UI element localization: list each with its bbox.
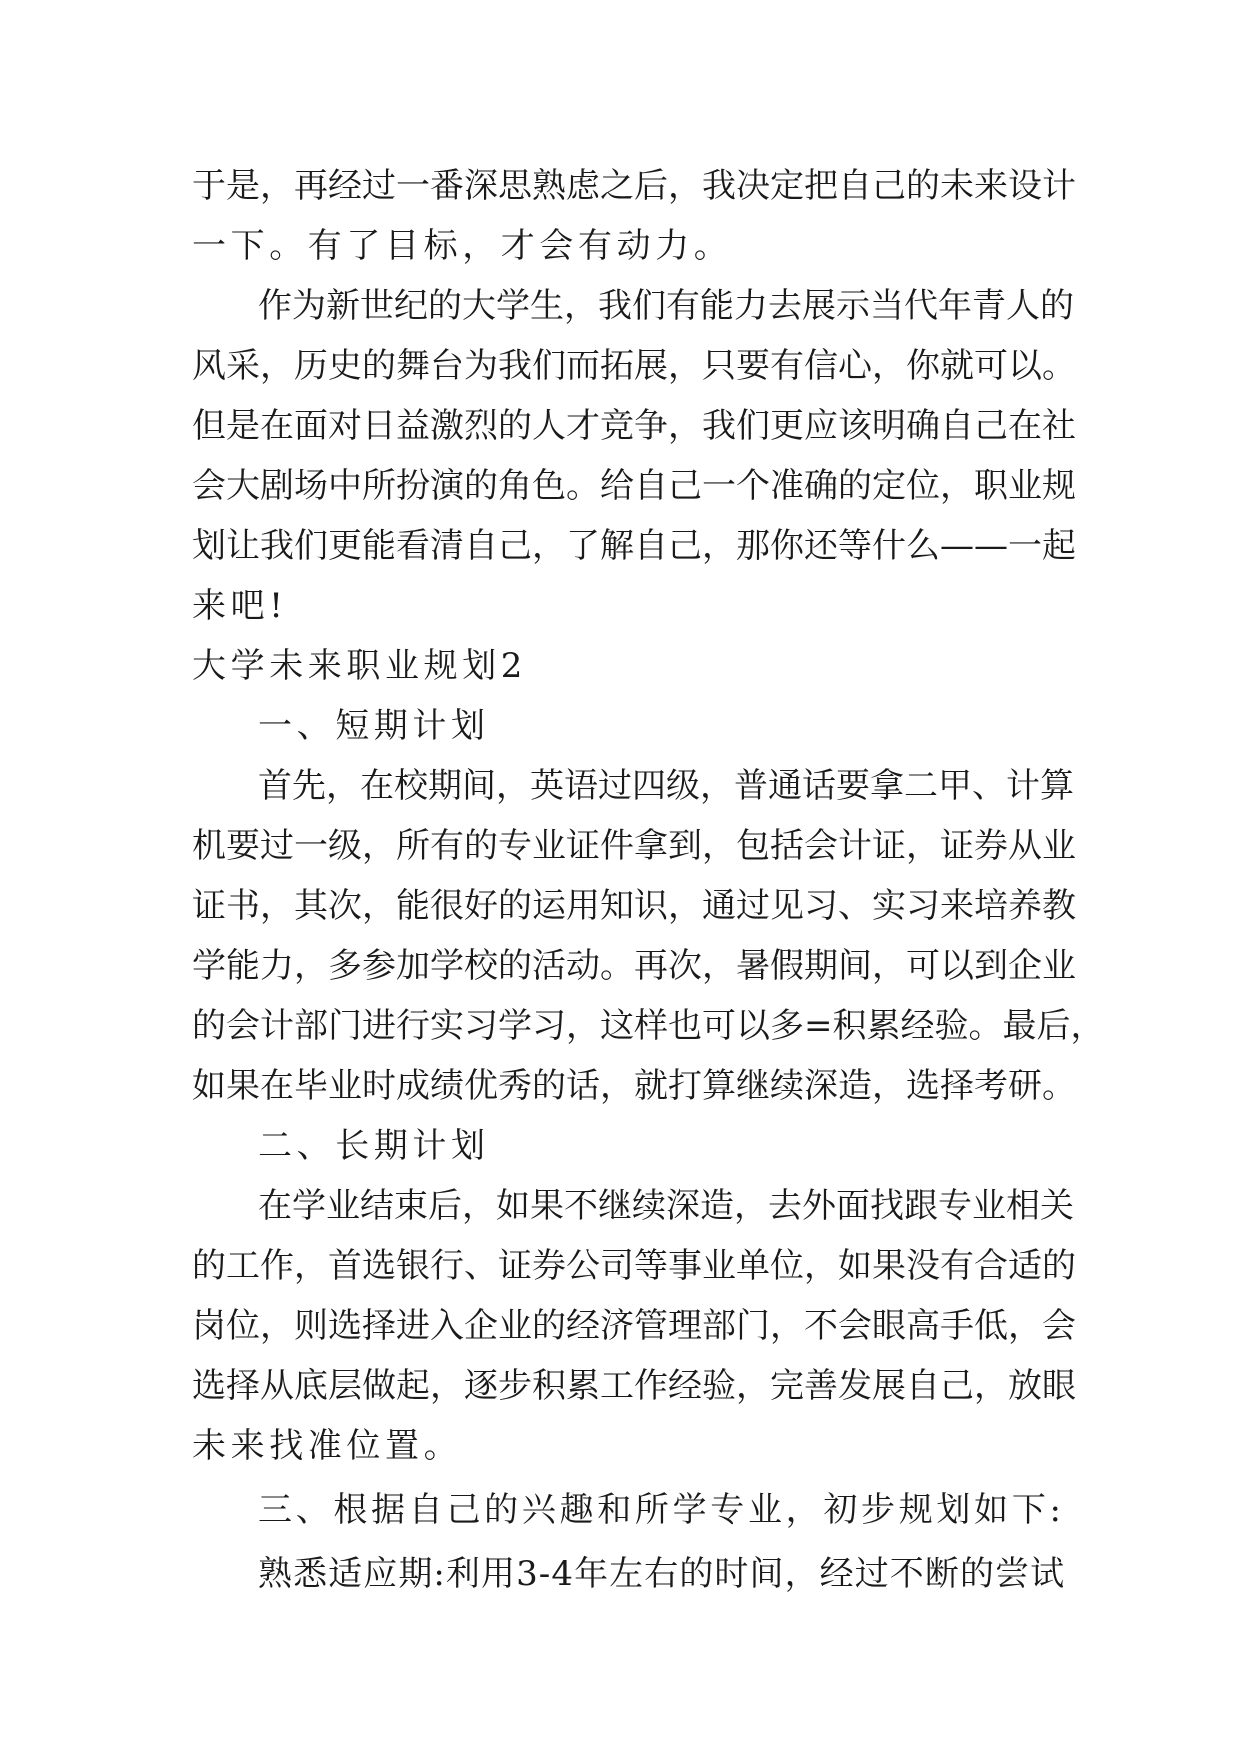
text-line: 证书，其次，能很好的运用知识，通过见习、实习来培养教 xyxy=(192,886,1076,926)
paragraph-line: 作为新世纪的大学生，我们有能力去展示当代年青人的 xyxy=(258,286,1074,326)
text-line: 机要过一级，所有的专业证件拿到，包括会计证，证券从业 xyxy=(192,826,1076,866)
text-line: 于是，再经过一番深思熟虑之后，我决定把自己的未来设计 xyxy=(192,166,1076,206)
text-line: 风采，历史的舞台为我们而拓展，只要有信心，你就可以。 xyxy=(192,346,1076,386)
text-line: 来吧! xyxy=(192,586,288,626)
subheading: 二、长期计划 xyxy=(258,1126,490,1166)
text-line: 的工作，首选银行、证券公司等事业单位，如果没有合适的 xyxy=(192,1246,1076,1286)
text-line: 未来找准位置。 xyxy=(192,1426,463,1466)
text-line: 选择从底层做起，逐步积累工作经验，完善发展自己，放眼 xyxy=(192,1366,1076,1406)
subheading: 一、短期计划 xyxy=(258,706,490,746)
text-line: 会大剧场中所扮演的角色。给自己一个准确的定位，职业规 xyxy=(192,466,1076,506)
text-line: 的会计部门进行实习学习，这样也可以多=积累经验。最后， xyxy=(192,1006,1105,1046)
text-line: 划让我们更能看清自己，了解自己，那你还等什么——一起 xyxy=(192,526,1076,566)
text-line: 一下。有了目标，才会有动力。 xyxy=(192,226,733,266)
subheading: 三、根据自己的兴趣和所学专业，初步规划如下: xyxy=(258,1490,1065,1530)
text-line: 岗位，则选择进入企业的经济管理部门，不会眼高手低，会 xyxy=(192,1306,1076,1346)
section-title: 大学未来职业规划2 xyxy=(192,646,528,686)
text-line: 但是在面对日益激烈的人才竞争，我们更应该明确自己在社 xyxy=(192,406,1076,446)
paragraph-line: 首先，在校期间，英语过四级，普通话要拿二甲、计算 xyxy=(258,766,1074,806)
text-line: 如果在毕业时成绩优秀的话，就打算继续深造，选择考研。 xyxy=(192,1066,1076,1106)
paragraph-line: 熟悉适应期:利用3-4年左右的时间，经过不断的尝试 xyxy=(258,1554,1066,1594)
text-line: 学能力，多参加学校的活动。再次，暑假期间，可以到企业 xyxy=(192,946,1076,986)
paragraph-line: 在学业结束后，如果不继续深造，去外面找跟专业相关 xyxy=(258,1186,1074,1226)
